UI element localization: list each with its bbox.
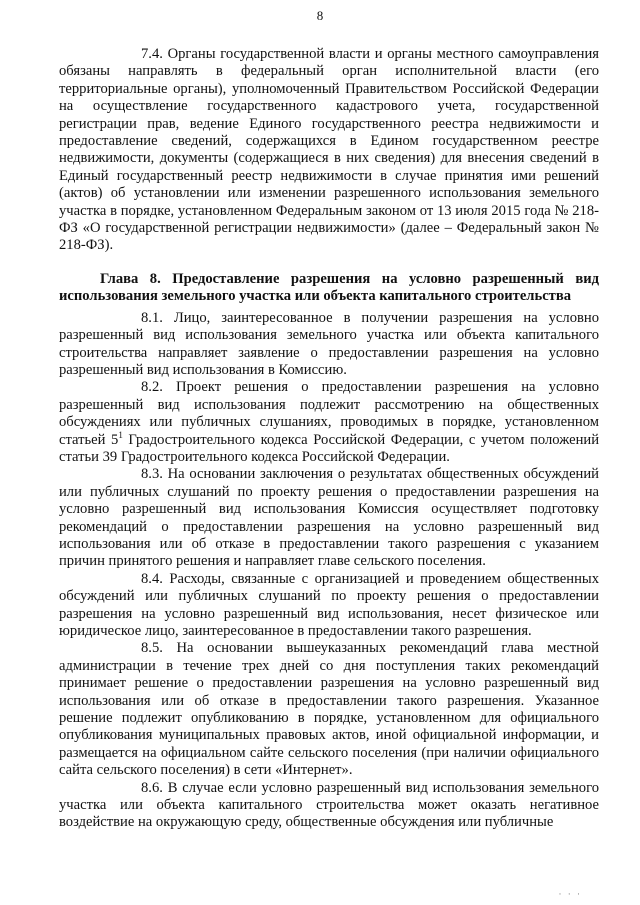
paragraph-text: В случае если условно разрешенный вид использования земельного участка или объекта капитального строительства может оказать негативное воздействие на окружающую среду, общественные обсуждения или публичные xyxy=(59,779,599,831)
paragraph-8-1 xyxy=(59,310,599,380)
document-body xyxy=(59,46,599,832)
paragraph-7-4 xyxy=(59,46,599,255)
paragraph-text: На основании заключения о результатах общественных обсуждений или публичных слушаний по проекту решения о предоставлении разрешения на условно разрешенный вид использования Комиссия осуществляет подготовку рекомендаций о предоставлении разрешения на условно разрешенный вид использования или об отказе в предоставлении такого разрешения с указанием причин принятого решения и направляет главе сельского поселения. xyxy=(59,466,599,570)
paragraph-number: 8.6. xyxy=(141,779,163,796)
paragraph-text: Расходы, связанные с организацией и проведением общественных обсуждений или публичных слушаний по проекту решения о предоставлении разрешения на условно разрешенный вид использования, несет физическое или юридическое лицо, заинтересованное в предоставлении такого разрешения. xyxy=(59,570,599,639)
corner-mark: · · · xyxy=(558,889,582,899)
paragraph-text: Лицо, заинтересованное в получении разрешения на условно разрешенный вид использования земельного участка или объекта капитального строительства направляет заявление о предоставлении разрешения на условно разрешенный вид использования в Комиссию. xyxy=(59,309,599,378)
paragraph-8-5 xyxy=(59,640,599,779)
paragraph-text: На основании вышеуказанных рекомендаций глава местной администрации в течение трех дней со дня поступления таких рекомендаций принимает решение о предоставлении разрешения на условно разрешенный вид использования или об отказе в предоставлении такого разрешения. Указанное решение подлежит опубликованию в порядке, установленном для официального опубликования муниципальных правовых актов, иной официальной информации, и размещается на официальном сайте сельского поселения (при наличии официального сайта сельского поселения) в сети «Интернет». xyxy=(59,640,599,779)
paragraph-number: 8.4. xyxy=(141,570,163,587)
chapter-8-heading: Глава 8. Предоставление разрешения на условно разрешенный вид использования земельного участка или объекта капитального строительства xyxy=(59,270,599,305)
paragraph-8-2 xyxy=(59,379,599,466)
paragraph-number: 7.4. xyxy=(141,46,163,62)
page-number: 8 xyxy=(316,8,324,23)
paragraph-text-before: Проект решения о предоставлении разрешения на условно разрешенный вид использования подлежит рассмотрению на общественных обсуждениях или публичных слушаниях, проводимых в порядке, установленном статьей 5 xyxy=(59,379,599,448)
paragraph-8-3 xyxy=(59,466,599,570)
superscript-article-index: 1 xyxy=(118,429,123,440)
paragraph-8-6 xyxy=(59,780,599,832)
paragraph-number: 8.5. xyxy=(141,640,163,657)
paragraph-text: Органы государственной власти и органы местного самоуправления обязаны направлять в федеральный орган исполнительной власти (его территориальные органы), уполномоченный Правительством Российской Федерации на осуществление государственного кадастрового учета, государственной регистрации прав, ведение Единого государственного реестра недвижимости и предоставление сведений, содержащихся в Едином государственном реестре недвижимости, документы (содержащиеся в них сведения) для внесения сведений в Единый государственный реестр недвижимости в случае принятия ими решений (актов) об установлении или изменении разрешенного использования земельного участка в порядке, установленном Федеральным законом от 13 июля 2015 года № 218-ФЗ «О государственной регистрации недвижимости» (далее – Федеральный закон № 218-ФЗ). xyxy=(59,46,600,254)
paragraph-text-after: Градостроительного кодекса Российской Федерации, с учетом положений статьи 39 Градостроительного кодекса Российской Федерации. xyxy=(59,431,600,465)
paragraph-8-4 xyxy=(59,571,599,641)
paragraph-number: 8.3. xyxy=(141,466,163,483)
paragraph-number: 8.1. xyxy=(141,309,163,326)
paragraph-number: 8.2. xyxy=(141,379,163,396)
